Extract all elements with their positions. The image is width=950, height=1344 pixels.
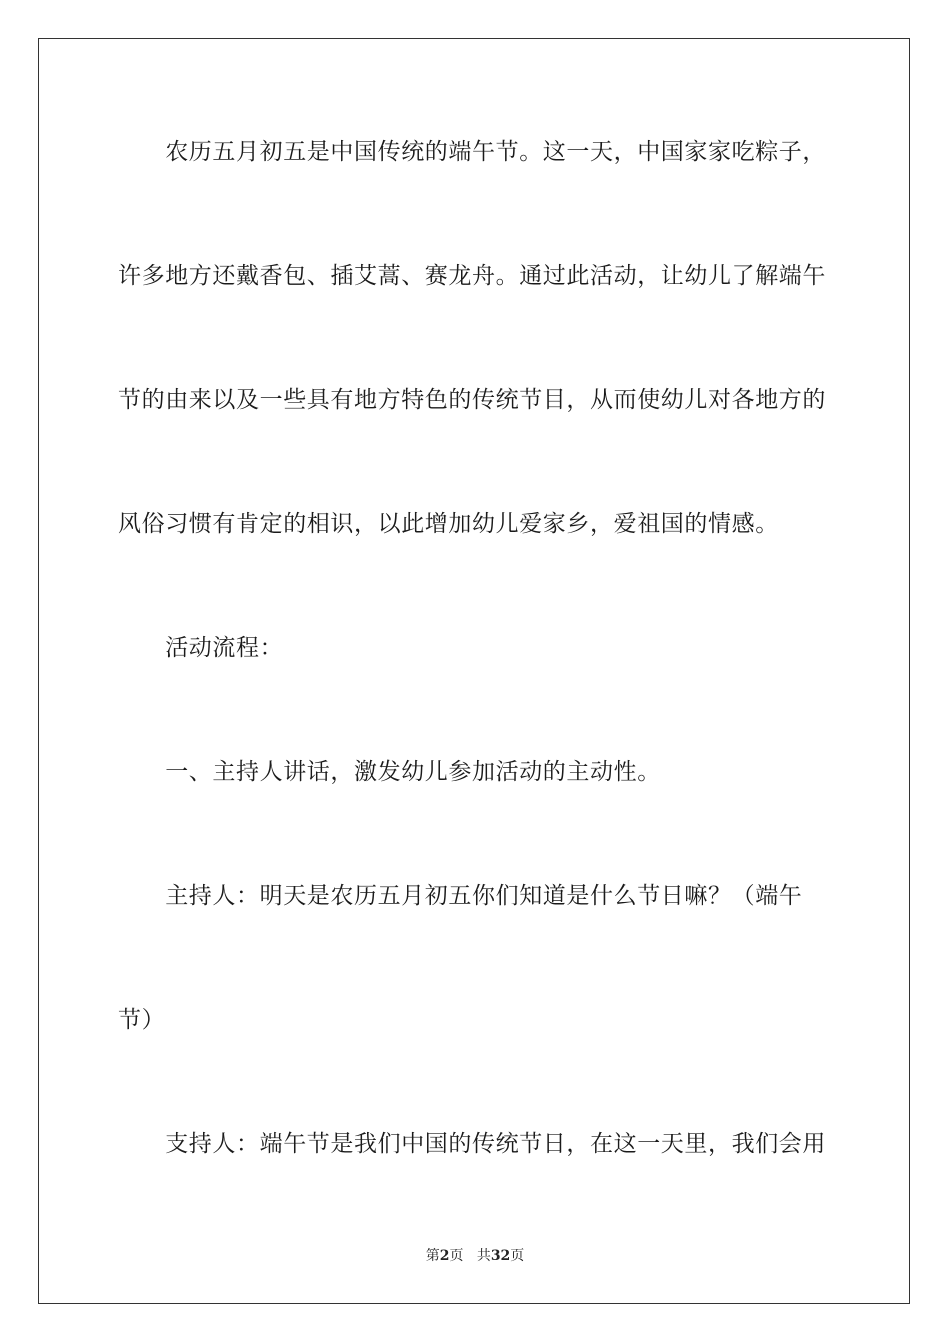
page-border [38, 38, 910, 1304]
paragraph-line: 一、主持人讲话，激发幼儿参加活动的主动性。 [118, 759, 661, 785]
paragraph-line: 节的由来以及一些具有地方特色的传统节目，从而使幼儿对各地方的 [118, 387, 826, 413]
paragraph-line: 风俗习惯有肯定的相识，以此增加幼儿爱家乡，爱祖国的情感。 [118, 511, 779, 537]
page-footer [0, 1247, 950, 1265]
total-prefix: 共 [476, 1248, 491, 1264]
paragraph-line: 许多地方还戴香包、插艾蒿、赛龙舟。通过此活动，让幼儿了解端午 [118, 263, 826, 289]
page-number: 2 [439, 1248, 450, 1264]
paragraph-line: 农历五月初五是中国传统的端午节。这一天，中国家家吃粽子， [118, 139, 826, 165]
page-prefix: 第 [425, 1248, 440, 1264]
paragraph-line: 节） [118, 1007, 166, 1033]
page-suffix: 页 [449, 1248, 464, 1264]
section-heading: 活动流程： [118, 635, 284, 661]
total-suffix: 页 [510, 1248, 525, 1264]
paragraph-line: 支持人：端午节是我们中国的传统节日，在这一天里，我们会用 [118, 1131, 826, 1157]
total-pages: 32 [490, 1248, 511, 1264]
paragraph-line: 主持人：明天是农历五月初五你们知道是什么节日嘛？（端午 [118, 883, 803, 909]
